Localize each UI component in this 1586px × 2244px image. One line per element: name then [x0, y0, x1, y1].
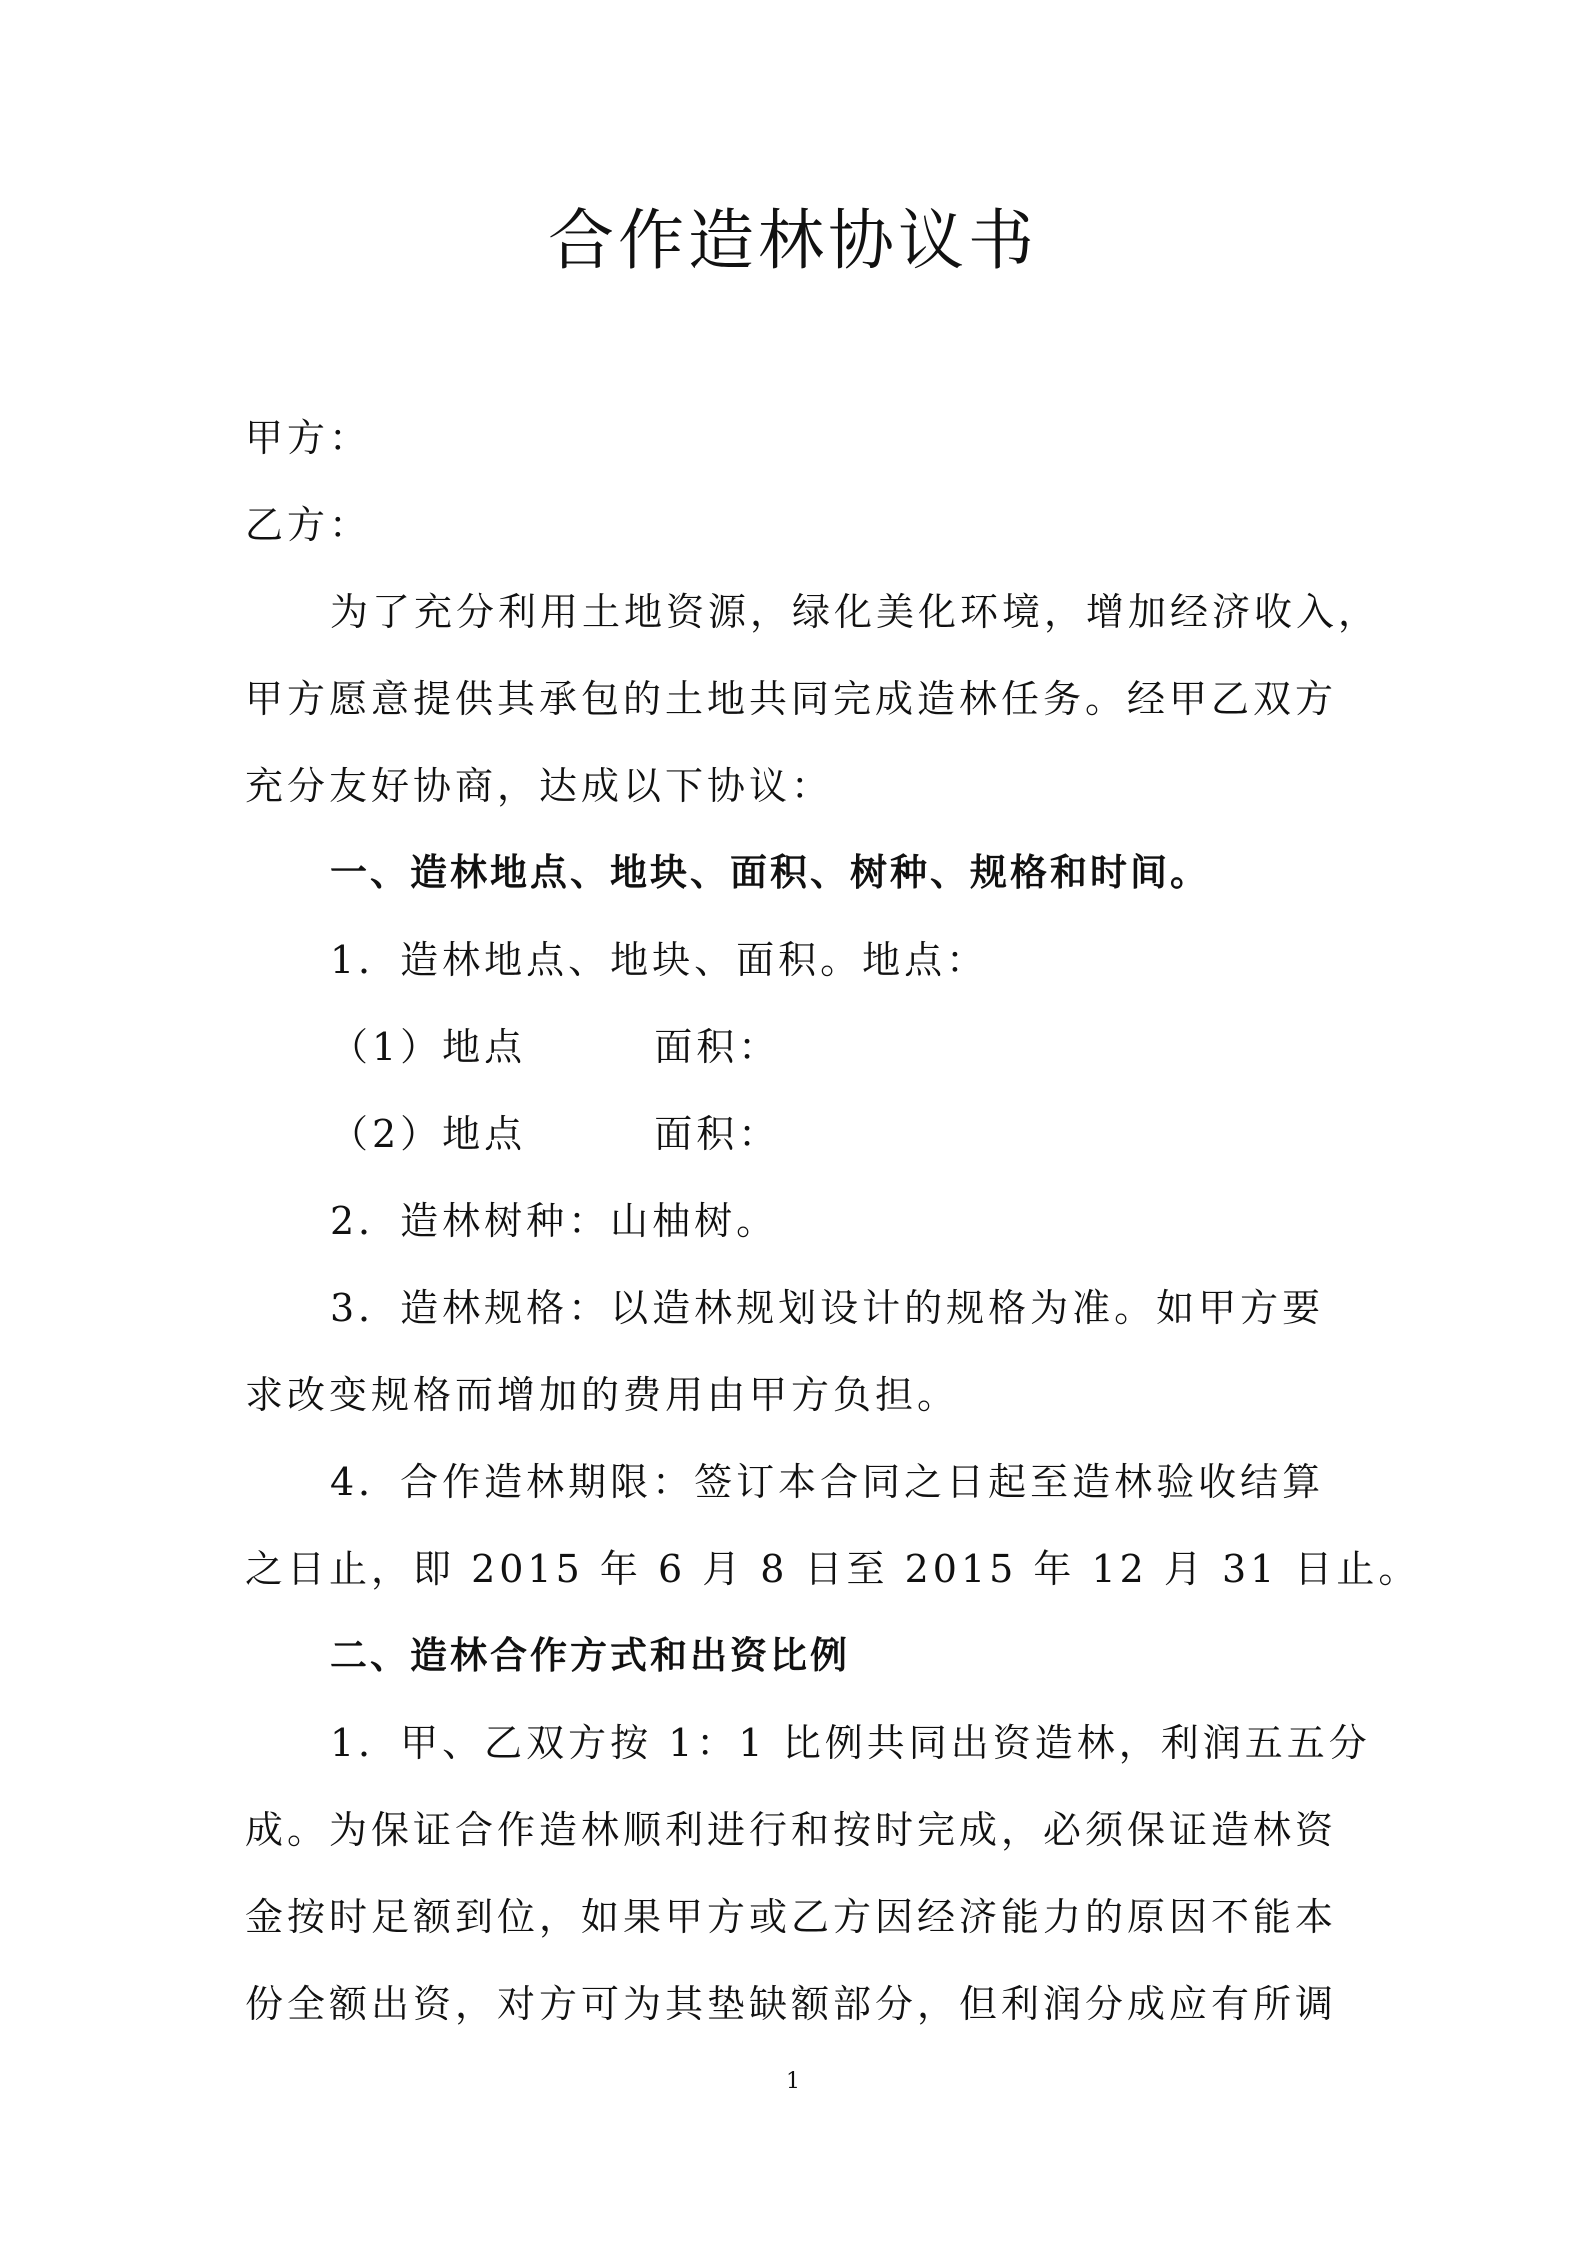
- section-2-heading: 二、造林合作方式和出资比例: [330, 1634, 850, 1677]
- section-1-heading: 一、造林地点、地块、面积、树种、规格和时间。: [330, 851, 1210, 894]
- party-b-label: 乙方：: [245, 503, 372, 547]
- section-2-item-1-line-3: 金按时足额到位，如果甲方或乙方因经济能力的原因不能本: [245, 1895, 1338, 1939]
- page-number: 1: [786, 2069, 800, 2094]
- site-2-area-label: 面积：: [654, 1112, 781, 1156]
- party-a-label: 甲方：: [245, 416, 372, 460]
- site-2-label: （2）地点: [330, 1112, 527, 1156]
- section-2-item-1-line-4: 份全额出资，对方可为其垫缺额部分，但利润分成应有所调: [245, 1982, 1338, 2026]
- section-1-item-3-line-1: 3．造林规格：以造林规划设计的规格为准。如甲方要: [330, 1286, 1325, 1330]
- section-2-item-1-line-1: 1．甲、乙双方按 1：1 比例共同出资造林，利润五五分: [330, 1721, 1371, 1765]
- intro-line-2: 甲方愿意提供其承包的土地共同完成造林任务。经甲乙双方: [245, 677, 1338, 721]
- section-1-item-1: 1．造林地点、地块、面积。地点：: [330, 938, 989, 982]
- site-1-label: （1）地点: [330, 1025, 527, 1069]
- site-1-row: [330, 1019, 780, 1075]
- section-1-item-4-line-1: 4．合作造林期限：签订本合同之日起至造林验收结算: [330, 1460, 1325, 1504]
- site-1-area-label: 面积：: [654, 1025, 781, 1069]
- document-title: 合作造林协议书: [548, 202, 1038, 279]
- section-2-item-1-line-2: 成。为保证合作造林顺利进行和按时完成，必须保证造林资: [245, 1808, 1338, 1852]
- intro-line-3: 充分友好协商，达成以下协议：: [245, 764, 834, 808]
- section-1-item-3-line-2: 求改变规格而增加的费用由甲方负担。: [245, 1373, 960, 1417]
- section-1-item-4-line-2: 之日止，即 2015 年 6 月 8 日至 2015 年 12 月 31 日止。: [245, 1547, 1421, 1591]
- section-1-item-2: 2．造林树种：山柚树。: [330, 1199, 779, 1243]
- site-2-row: [330, 1106, 780, 1162]
- intro-line-1: 为了充分利用土地资源，绿化美化环境，增加经济收入，: [330, 590, 1381, 634]
